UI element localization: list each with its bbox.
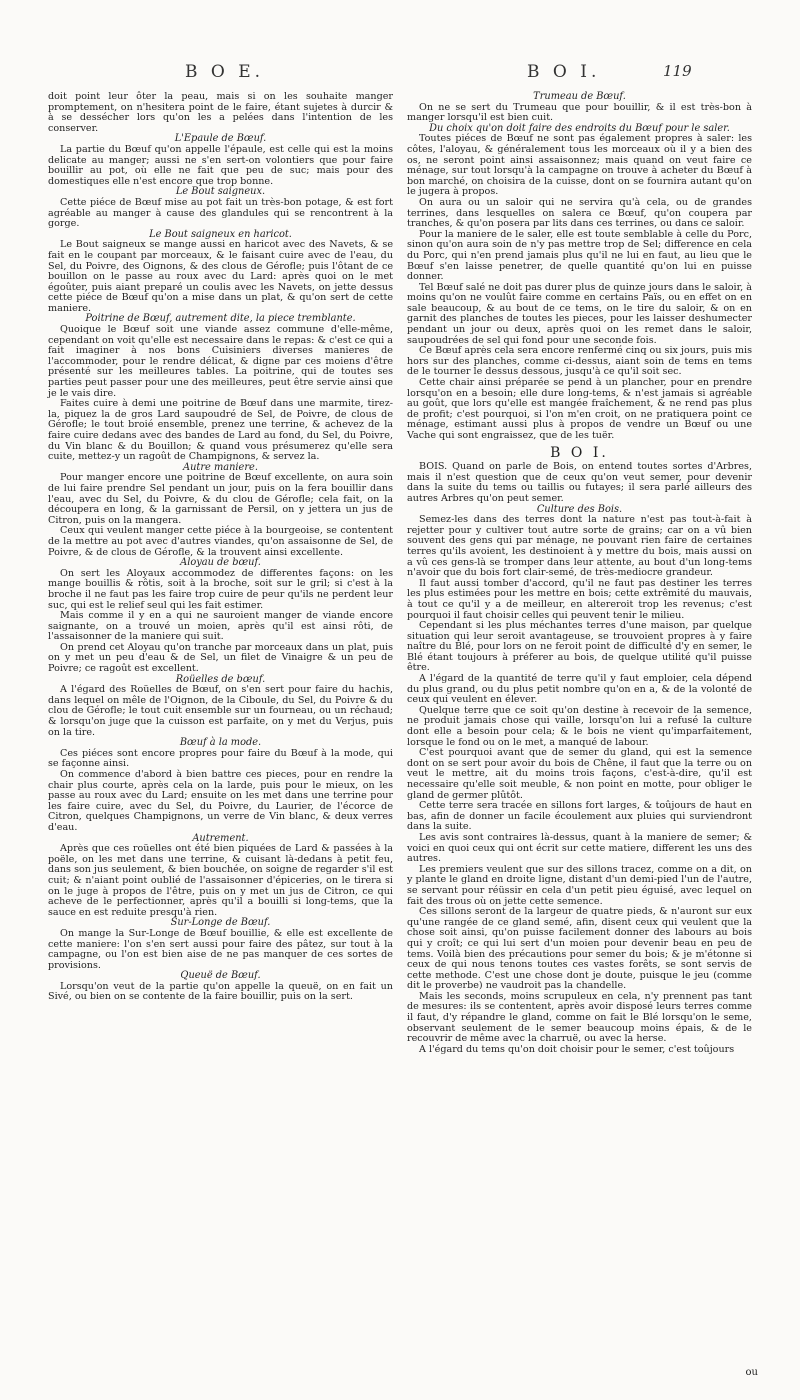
paragraph: Les premiers veulent que sur des sillons tracez, comme on a dit, on y plante le gland en droite ligne, distant d'un demi-pied l'un de l'autre, se servant pour réüssir en cela d'un petit pieu éguisé, avec lequel on fait des trous où on jette cette semence. [407,863,752,907]
section-subheading: Aloyau de bœuf. [180,557,261,569]
paragraph: Ces sillons seront de la largeur de quatre pieds, & n'auront sur eux qu'une rangée de ce gland semé, afin, disent ceux qui veulent que la chose soit ainsi, qu'on puisse facilement donner des labours au bois qui y croît; ce qui lui sert d'un moien pour devenir beau en peu de tems. Voilà bien des précautions pour semer du bois; & je m'étonne si ceux de qui nous tenons toutes ces vastes forêts, se sont servis de cette methode. C'est une chose dont je doute, puisque le jeu (comme dit le proverbe) ne vaudroit pas la chandelle. [407,906,752,992]
paragraph: Faites cuire à demi une poitrine de Bœuf dans une marmite, tirez-la, piquez la de gros Lard saupoudré de Sel, de Poivre, de clous de Gérofle; le tout broié ensemble, prenez une terrine, & achevez de la faire cuire dedans avec des bandes de Lard au fond, du Sel, du Poivre, du Vin blanc & du Bouillon; & quand vous présumerez qu'elle sera cuite, mettez-y un ragoût de Champignons, & servez la. [48,398,393,463]
section-subheading: Le Bout saigneux. [175,186,266,198]
paragraph: Mais les seconds, moins scrupuleux en cela, n'y prennent pas tant de mesures: ils se contentent, après avoir disposé leurs terres comme il faut, d'y répandre le gland, comme on fait le Blé lorsqu'on le seme, observant seulement de le semer beaucoup moins épais, & de le recouvrir de même avec la charruë, ou avec la herse. [407,990,752,1045]
paragraph: Cette chair ainsi préparée se pend à un plancher, pour en prendre lorsqu'on en a besoin; elle dure long-tems, & n'est jamais si agréable au goût, que lors qu'elle est mangée fraîchement, & ne rend pas plus de profit; c'est pourquoi, si l'on m'en croit, on ne pratiquera point ce ménage, estimant aussi plus à propos de vendre un Bœuf ou une Vache qui sont engraissez, que de les tuër. [407,377,752,441]
section-subheading: Culture des Bois. [536,503,623,515]
paragraph: Ce Bœuf après cela sera encore renfermé cinq ou six jours, puis mis hors sur des planches, comme ci-dessus, aiant soin de tems en tems de le tourner le dessus dessous, jusqu'à ce qu'il soit sec. [407,345,752,378]
paragraph: On mange la Sur-Longe de Bœuf bouillie, & elle est excellente de cette maniere: l'on s'en sert aussi pour faire des pâtez, sur tout à la campagne, ou l'on est bien aise de ne pas manquer de ces sortes de provisions. [48,927,393,971]
paragraph: La partie du Bœuf qu'on appelle l'épaule, est celle qui est la moins delicate au manger; aussi ne s'en sert-on volontiers que pour faire bouillir au pot, où elle ne fait que peu de suc; mais pour des domestiques elle n'est encore que trop bonne. [48,143,393,187]
paragraph: Il faut aussi tomber d'accord, qu'il ne faut pas destiner les terres les plus estimées pour les mettre en bois; cette extrêmité du mauvais, à tout ce qu'il y a de meilleur, en altereroit trop les revenus; c'est pourquoi il faut choisir celles qui peuvent tenir le milieu. [407,577,752,621]
section-subheading: Queuë de Bœuf. [180,970,261,982]
paragraph: Ces piéces sont encore propres pour faire du Bœuf à la mode, qui se façonne ainsi. [48,747,393,770]
paragraph: Tel Bœuf salé ne doit pas durer plus de quinze jours dans le saloir, à moins qu'on ne voulût faire comme en certains Païs, ou en effet on en sale beaucoup, & au bout de ce tems, on le tire du saloir, & on en garnit des planches de toutes les pieces, pour les laisser deshumecter pendant un jour ou deux, après quoi on les remet dans le saloir, saupoudrées de sel qui fond pour une seconde fois. [407,281,752,346]
paragraph: On aura ou un saloir qui ne servira qu'à cela, ou de grandes terrines, dans lesquelles on salera ce Bœuf, qu'on coupera par tranches, & qu'on posera par lits dans ces terrines, ou dans ce saloir. [407,196,752,230]
paragraph: On ne se sert du Trumeau que pour bouillir, & il est très-bon à manger lorsqu'il est bien cuit. [407,101,752,124]
section-subheading: Autre maniere. [183,461,258,473]
paragraph: Le Bout saigneux se mange aussi en haricot avec des Navets, & se fait en le coupant par morceaux, & le faisant cuire avec de l'eau, du Sel, du Poivre, des Oignons, & des clous de Gérofle; puis l'ôtant de ce bouillon on le passe au roux avec du Lard: après quoi on le met égoûter, puis aiant preparé un coulis avec les Navets, on jette dessus cette piéce de Bœuf qu'on a mise dans un plat, & qu'on sert de cette maniere. [48,239,393,314]
section-subheading: Poitrine de Bœuf, autrement dite, la piece tremblante. [85,313,356,325]
paragraph: Toutes piéces de Bœuf ne sont pas également propres à saler: les côtes, l'aloyau, & généralement tous les morceaux où il y a bien des os, ne seront point ainsi assaisonnez; mais quand on veut faire ce ménage, sur tout lorsqu'à la campagne on trouve à acheter du Bœuf à bon marché, on choisira de la cuisse, dont on se fournira autant qu'on le jugera à propos. [407,133,752,198]
paragraph: doit point leur ôter la peau, mais si on les souhaite manger promptement, on n'hesitera point de le faire, étant sujetes à durcir & à se dessécher lors qu'on les a pelées dans l'intention de les conserver. [48,91,393,134]
catchword: ou [745,1367,758,1378]
section-subheading: Du choix qu'on doit faire des endroits du Bœuf pour le saler. [429,122,730,134]
paragraph: BOIS. Quand on parle de Bois, on entend toutes sortes d'Arbres, mais il n'est question que de ceux qu'on veut semer, pour devenir dans la suite du tems ou taillis ou futayes; il sera parlé ailleurs des autres Arbres qu'on peut semer. [407,461,752,504]
paragraph: Cependant si les plus méchantes terres d'une maison, par quelque situation qui leur seroit avantageuse, se trouvoient propres à y faire naître du Blé, pour lors on ne feroit point de difficulté d'y en semer, le Blé étant toujours à préferer au bois, de quelque utilité qu'il puisse être. [407,620,752,674]
running-header-right: B O I. [527,62,601,82]
paragraph: Mais comme il y en a qui ne sauroient manger de viande encore saignante, on a trouvé un moien, après qu'il est ainsi rôti, de l'assaisonner de la maniere qui suit. [48,610,393,643]
paragraph: Semez-les dans des terres dont la nature n'est pas tout-à-fait à rejetter pour y cultiver tout autre sorte de grains; car on a vû bien souvent des gens qui par ménage, ne pouvant rien faire de certaines terres qu'ils avoient, les destinoient à y mettre du bois, mais aussi on a vû ces gens-là se tromper dans leur attente, au bout d'un long-tems n'avoir que du bois fort clair-semé, de très-mediocre grandeur. [407,514,752,579]
running-header-left: B O E. [185,62,265,82]
paragraph: On prend cet Aloyau qu'on tranche par morceaux dans un plat, puis on y met un peu d'eau & de Sel, un filet de Vinaigre & un peu de Poivre; ce ragoût est excellent. [48,641,393,675]
paragraph: Cette piéce de Bœuf mise au pot fait un très-bon potage, & est fort agréable au manger à cause des glandules qui se rencontrent à la gorge. [48,196,393,230]
section-subheading: Roüelles de bœuf. [175,673,266,685]
paragraph: Pour la maniere de le saler, elle est toute semblable à celle du Porc, sinon qu'on aura soin de n'y pas mettre trop de Sel; difference en cela du Porc, qui n'en prend jamais plus qu'il ne lui en faut, au lieu que le Bœuf s'en laisse penetrer, de quelle quantité qu'on lui en puisse donner. [407,228,752,283]
paragraph: A l'égard des Roüelles de Bœuf, on s'en sert pour faire du hachis, dans lequel on mêle de l'Oignon, de la Ciboule, du Sel, du Poivre & du clou de Gérofle; le tout cuit ensemble sur un fourneau, ou un réchaud; & lorsqu'on juge que la cuisson est parfaite, on y met du Verjus, puis on la tire. [48,684,393,738]
paragraph: Quelque terre que ce soit qu'on destine à recevoir de la semence, ne produit jamais chose qui vaille, lorsqu'on lui a refusé la culture dont elle a besoin pour cela; & le bois ne vient qu'imparfaitement, lorsque le fond ou on le met, a manqué de labour. [407,704,752,748]
section-subheading: Le Bout saigneux en haricot. [149,228,292,240]
paragraph: Quoique le Bœuf soit une viande assez commune d'elle-même, cependant on voit qu'elle est necessaire dans le repas: & c'est ce qui a fait imaginer à nos bons Cuisiniers diverses manieres de l'accommoder, pour le rendre délicat, & digne par ces moiens d'être présenté sur les meilleures tables. La poitrine, qui de toutes ses parties peut passer pour une des meilleures, peut être servie ainsi que je le vais dire. [48,324,393,399]
left-column [48,92,393,1003]
section-subheading: Trumeau de Bœuf. [533,91,626,102]
paragraph: Après que ces roüelles ont été bien piquées de Lard & passées à la poële, on les met dans une terrine, & cuisant là-dedans à petit feu, dans son jus seulement, & bien bouchée, on soigne de regarder s'il est cuit; & n'aiant point oublié de l'assaisonner d'épiceries, on le tirera si on le juge à propos de l'être, puis on y met un jus de Citron, ce qui acheve de le perfectionner, après qu'il a bouilli si long-tems, que la sauce en est reduite presqu'à rien. [48,843,393,918]
section-subheading: Sur-Longe de Bœuf. [170,917,271,929]
section-subheading: L'Epaule de Bœuf. [174,133,267,145]
section-heading: B O I. [550,444,609,461]
paragraph: A l'égard du tems qu'on doit choisir pour le semer, c'est toûjours [419,1043,735,1055]
paragraph: Cette terre sera tracée en sillons fort larges, & toûjours de haut en bas, afin de donner un facile écoulement aux pluies qui surviendront dans la suite. [407,800,752,833]
paragraph: Pour manger encore une poitrine de Bœuf excellente, on aura soin de lui faire prendre Sel pendant un jour, puis on la fera bouillir dans l'eau, avec du Sel, du Poivre, & du clou de Gérofle; cela fait, on la découpera en long, & la garnissant de Persil, on y jettera un jus de Citron, puis on la mangera. [48,472,393,526]
page-number: 119 [663,62,692,80]
paragraph: On commence d'abord à bien battre ces pieces, pour en rendre la chair plus courte, après cela on la larde, puis pour le mieux, on les passe au roux avec du Lard; ensuite on les met dans une terrine pour les faire cuire, avec du Sel, du Poivre, du Laurier, de l'écorce de Citron, quelques Champignons, un verre de Vin blanc, & deux verres d'eau. [48,769,393,833]
paragraph: Lorsqu'on veut de la partie qu'on appelle la queuë, on en fait un Sivé, ou bien on se contente de la faire bouillir, puis on la sert. [48,980,393,1003]
section-subheading: Bœuf à la mode. [179,737,262,749]
paragraph: A l'égard de la quantité de terre qu'il y faut emploier, cela dépend du plus grand, ou du plus petit nombre qu'on en a, & de la volonté de ceux qui veulent en élever. [407,673,752,706]
paragraph: C'est pourquoi avant que de semer du gland, qui est la semence dont on se sert pour avoir du bois de Chêne, il faut que la terre ou on veut le mettre, ait du moins trois façons, c'est-à-dire, qu'il est necessaire qu'elle soit meuble, & non point en motte, pour obliger le gland de germer plûtôt. [407,747,752,801]
paragraph: On sert les Aloyaux accommodez de differentes façons: on les mange bouillis & rôtis, soit à la broche, soit sur le gril; si c'est à la broche il ne faut pas les faire trop cuire de peur qu'ils ne perdent leur suc, qui est le relief seul qui les fait estimer. [48,567,393,611]
paragraph: Ceux qui veulent manger cette piéce à la bourgeoise, se contentent de la mettre au pot avec d'autres viandes, qu'on assaisonne de Sel, de Poivre, & de clous de Gérofle, & la trouvent ainsi excellente. [48,525,393,558]
paragraph: Les avis sont contraires là-dessus, quant à la maniere de semer; & voici en quoi ceux qui ont écrit sur cette matiere, different les uns des autres. [407,831,752,865]
section-subheading: Autrement. [192,832,249,844]
right-column [407,92,752,1055]
